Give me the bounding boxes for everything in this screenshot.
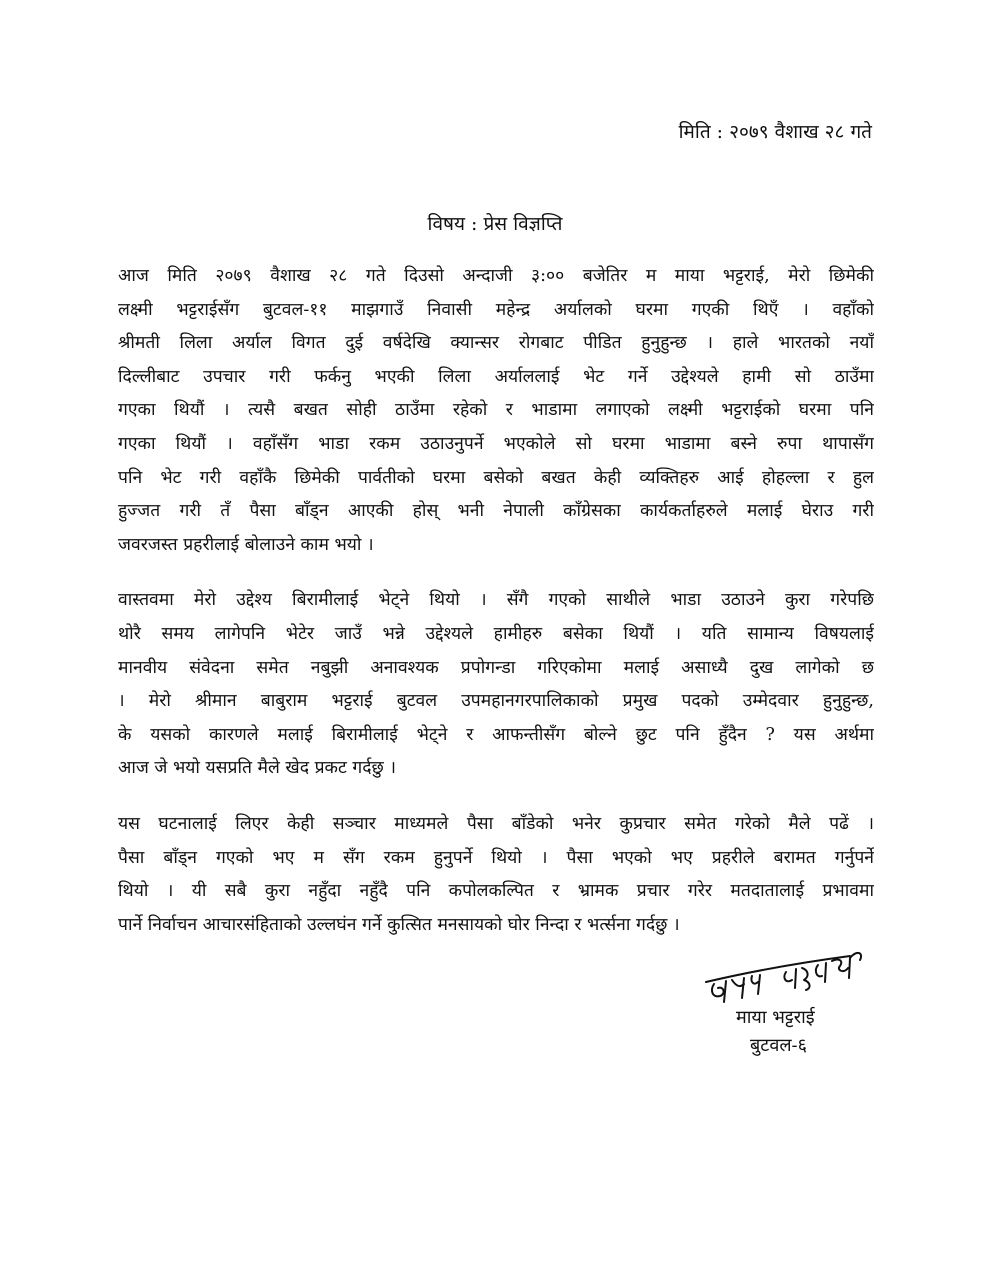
paragraph-line: थोरै समय लागेपनि भेटेर जाउँ भन्ने उद्देश्यले हामीहरु बसेका थियौं । यति सामान्य विषयलाई <box>118 623 874 644</box>
signer-name: माया भट्टराई <box>736 1007 815 1028</box>
handwritten-signature <box>700 948 870 1010</box>
body-text <box>118 260 874 964</box>
paragraph-line: मानवीय संवेदना समेत नबुझी अनावश्यक प्रपोगन्डा गरिएकोमा मलाई असाध्यै दुख लागेको छ <box>118 657 874 678</box>
paragraph-line: पनि भेट गरी वहाँकै छिमेकी पार्वतीको घरमा बसेको बखत केही व्यक्तिहरु आई होहल्ला र हुल <box>118 467 874 488</box>
paragraph-line: दिल्लीबाट उपचार गरी फर्कनु भएकी लिला अर्याललाई भेट गर्ने उद्देश्यले हामी सो ठाउँमा <box>118 366 874 387</box>
paragraph-line: आज जे भयो यसप्रति मैले खेद प्रकट गर्दछु । <box>118 758 396 779</box>
paragraph-line: जवरजस्त प्रहरीलाई बोलाउने काम भयो । <box>118 534 374 555</box>
paragraph-line: वास्तवमा मेरो उद्देश्य बिरामीलाई भेट्ने थियो । सँगै गएको साथीले भाडा उठाउने कुरा गरेपछि <box>118 590 874 611</box>
paragraph-1 <box>118 260 874 562</box>
paragraph-line: गएका थियौं । त्यसै बखत सोही ठाउँमा रहेको र भाडामा लगाएको लक्ष्मी भट्टराईको घरमा पनि <box>118 400 874 421</box>
paragraph-line: पैसा बाँड्न गएको भए म सँग रकम हुनुपर्ने थियो । पैसा भएको भए प्रहरीले बरामत गर्नुपर्ने <box>118 847 874 868</box>
paragraph-line: आज मिति २०७९ वैशाख २८ गते दिउसो अन्दाजी ३:०० बजेतिर म माया भट्टराई, मेरो छिमेकी <box>118 266 874 286</box>
signature-block <box>700 948 880 1068</box>
signer-address: बुटवल-६ <box>750 1035 808 1056</box>
paragraph-line: के यसको कारणले मलाई बिरामीलाई भेट्ने र आफन्तीसँग बोल्ने छुट पनि हुँदैन ? यस अर्थमा <box>118 724 874 745</box>
paragraph-line: पार्ने निर्वाचन आचारसंहिताको उल्लघंन गर्ने कुत्सित मनसायको घोर निन्दा र भर्त्सना गर्दछु । <box>118 914 680 935</box>
paragraph-line: गएका थियौं । वहाँसँग भाडा रकम उठाउनुपर्ने भएकोले सो घरमा भाडामा बस्ने रुपा थापासँग <box>118 433 874 454</box>
paragraph-line: थियो । यी सबै कुरा नहुँदा नहुँदै पनि कपोलकल्पित र भ्रामक प्रचार गरेर मतदातालाई प्रभावमा <box>118 881 874 902</box>
paragraph-line: लक्ष्मी भट्टराईसँग बुटवल-११ माझगाउँ निवासी महेन्द्र अर्यालको घरमा गएकी थिएँ । वहाँको <box>118 299 874 320</box>
paragraph-2 <box>118 584 874 786</box>
paragraph-line: हुज्जत गरी तँ पैसा बाँड्न आएकी होस् भनी नेपाली काँग्रेसका कार्यकर्ताहरुले मलाई घेराउ गरी <box>118 501 874 522</box>
paragraph-3 <box>118 808 874 942</box>
paragraph-line: यस घटनालाई लिएर केही सञ्चार माध्यमले पैसा बाँडेको भनेर कुप्रचार समेत गरेको मैले पढें । <box>118 813 874 834</box>
paragraph-line: । मेरो श्रीमान बाबुराम भट्टराई बुटवल उपमहानगरपालिकाको प्रमुख पदको उम्मेदवार हुनुहुन्छ, <box>118 691 874 712</box>
date-line: मिति : २०७९ वैशाख २८ गते <box>678 121 872 143</box>
subject-heading: विषय : प्रेस विज्ञप्ति <box>427 213 563 235</box>
paragraph-line: श्रीमती लिला अर्याल विगत दुई वर्षदेखि क्यान्सर रोगबाट पीडित हुनुहुन्छ । हाले भारतको नयाँ <box>118 333 874 354</box>
